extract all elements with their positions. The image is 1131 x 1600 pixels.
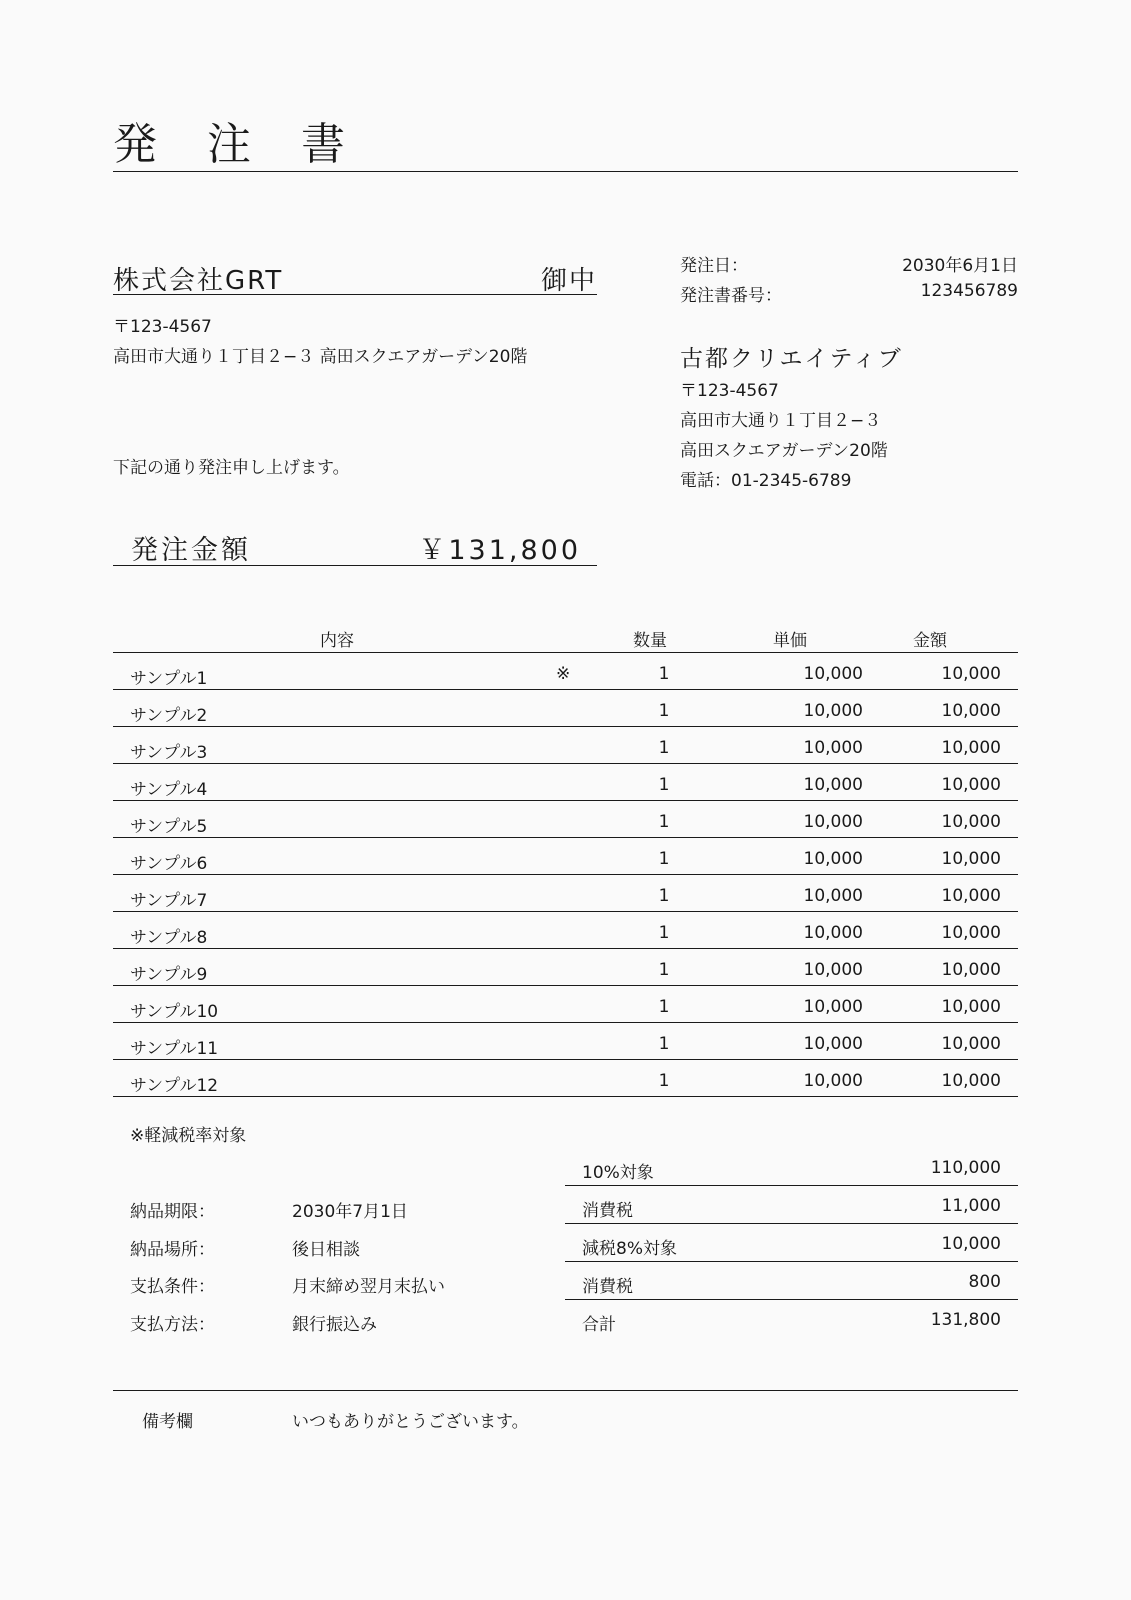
item-unit-price: 10,000 xyxy=(803,1034,863,1054)
item-quantity: 1 xyxy=(658,775,670,795)
summary-label: 減税8%対象 xyxy=(582,1239,677,1259)
terms-value: 後日相談 xyxy=(292,1240,360,1260)
item-unit-price: 10,000 xyxy=(803,738,863,758)
item-quantity: 1 xyxy=(658,738,670,758)
summary-label: 消費税 xyxy=(582,1201,633,1221)
summary-value: 800 xyxy=(968,1272,1001,1292)
summary-label: 10%対象 xyxy=(582,1163,654,1183)
order-amount-block xyxy=(113,525,597,566)
table-row xyxy=(113,1023,1018,1060)
item-quantity: 1 xyxy=(658,664,670,684)
table-row xyxy=(113,653,1018,690)
recipient-address: 高田市大通り１丁目２−３ 高田スクエアガーデン20階 xyxy=(113,347,528,367)
order-date-row xyxy=(680,251,1018,275)
item-unit-price: 10,000 xyxy=(803,923,863,943)
item-amount: 10,000 xyxy=(941,775,1001,795)
terms-label: 納品場所： xyxy=(130,1240,215,1260)
item-unit-price: 10,000 xyxy=(803,849,863,869)
item-quantity: 1 xyxy=(658,886,670,906)
item-name: サンプル3 xyxy=(130,743,208,763)
item-name: サンプル2 xyxy=(130,706,208,726)
item-name: サンプル6 xyxy=(130,854,208,874)
table-row xyxy=(113,1060,1018,1097)
summary-total-label: 合計 xyxy=(582,1315,616,1335)
reduced-tax-note: ※軽減税率対象 xyxy=(130,1126,247,1146)
item-unit-price: 10,000 xyxy=(803,1071,863,1091)
item-quantity: 1 xyxy=(658,1071,670,1091)
item-amount: 10,000 xyxy=(941,960,1001,980)
item-amount: 10,000 xyxy=(941,997,1001,1017)
table-row xyxy=(113,727,1018,764)
item-amount: 10,000 xyxy=(941,1071,1001,1091)
item-unit-price: 10,000 xyxy=(803,997,863,1017)
sender-name: 古都クリエイティブ xyxy=(680,346,903,372)
item-amount: 10,000 xyxy=(941,701,1001,721)
recipient-name: 株式会社GRT xyxy=(113,266,284,296)
item-amount: 10,000 xyxy=(941,886,1001,906)
order-date-value: 2030年6月1日 xyxy=(902,256,1018,276)
terms-label: 納品期限： xyxy=(130,1202,215,1222)
item-name: サンプル4 xyxy=(130,780,208,800)
item-name: サンプル12 xyxy=(130,1076,219,1096)
order-number-value: 123456789 xyxy=(920,281,1018,301)
terms-value: 銀行振込み xyxy=(292,1315,377,1335)
order-number-label: 発注書番号： xyxy=(680,286,782,306)
table-row xyxy=(113,690,1018,727)
sender-postal: 〒123-4567 xyxy=(680,381,779,401)
item-amount: 10,000 xyxy=(941,1034,1001,1054)
item-name: サンプル10 xyxy=(130,1002,219,1022)
remarks-label: 備考欄 xyxy=(142,1412,193,1432)
item-quantity: 1 xyxy=(658,923,670,943)
terms-value: 月末締め翌月末払い xyxy=(292,1277,445,1297)
item-name: サンプル5 xyxy=(130,817,208,837)
sender-address-line1: 高田市大通り１丁目２−３ xyxy=(680,411,882,431)
terms-value: 2030年7月1日 xyxy=(292,1202,408,1222)
table-row xyxy=(113,949,1018,986)
header-unit-price: 単価 xyxy=(773,631,807,651)
table-row xyxy=(113,801,1018,838)
summary-value: 10,000 xyxy=(941,1234,1001,1254)
item-quantity: 1 xyxy=(658,960,670,980)
document-title: 発 注 書 xyxy=(113,119,363,170)
item-unit-price: 10,000 xyxy=(803,775,863,795)
item-quantity: 1 xyxy=(658,1034,670,1054)
item-name: サンプル9 xyxy=(130,965,208,985)
items-table-header xyxy=(113,626,1018,653)
order-number-row xyxy=(680,281,1018,305)
item-unit-price: 10,000 xyxy=(803,701,863,721)
summary-value: 11,000 xyxy=(941,1196,1001,1216)
item-amount: 10,000 xyxy=(941,664,1001,684)
summary-row xyxy=(565,1224,1018,1262)
header-amount: 金額 xyxy=(913,631,947,651)
item-amount: 10,000 xyxy=(941,738,1001,758)
item-quantity: 1 xyxy=(658,849,670,869)
item-name: サンプル11 xyxy=(130,1039,219,1059)
item-quantity: 1 xyxy=(658,997,670,1017)
item-name: サンプル1 xyxy=(130,669,208,689)
order-date-label: 発注日： xyxy=(680,256,748,276)
item-name: サンプル7 xyxy=(130,891,208,911)
summary-total-value: 131,800 xyxy=(930,1310,1001,1330)
summary-label: 消費税 xyxy=(582,1277,633,1297)
item-unit-price: 10,000 xyxy=(803,960,863,980)
summary-row xyxy=(565,1186,1018,1224)
recipient-postal: 〒123-4567 xyxy=(113,317,212,337)
table-row xyxy=(113,764,1018,801)
header-quantity: 数量 xyxy=(633,631,667,651)
items-table-body xyxy=(113,653,1018,1097)
header-content: 内容 xyxy=(320,631,354,651)
summary-value: 110,000 xyxy=(930,1158,1001,1178)
order-amount-value: ￥131,800 xyxy=(418,535,581,566)
reduced-tax-mark: ※ xyxy=(556,664,571,684)
table-row xyxy=(113,912,1018,949)
item-unit-price: 10,000 xyxy=(803,664,863,684)
remarks-value: いつもありがとうございます。 xyxy=(292,1412,529,1432)
item-unit-price: 10,000 xyxy=(803,812,863,832)
sender-address-line2: 高田スクエアガーデン20階 xyxy=(680,441,888,461)
table-row xyxy=(113,986,1018,1023)
summary-row xyxy=(565,1148,1018,1186)
summary-row xyxy=(565,1262,1018,1300)
intro-text: 下記の通り発注申し上げます。 xyxy=(113,458,350,478)
items-table xyxy=(113,626,1018,1097)
table-row xyxy=(113,838,1018,875)
item-quantity: 1 xyxy=(658,812,670,832)
title-divider xyxy=(113,171,1018,172)
terms-label: 支払条件： xyxy=(130,1277,215,1297)
terms-label: 支払方法： xyxy=(130,1315,215,1335)
table-row xyxy=(113,875,1018,912)
item-quantity: 1 xyxy=(658,701,670,721)
remarks-divider xyxy=(113,1390,1018,1391)
item-amount: 10,000 xyxy=(941,923,1001,943)
sender-phone: 電話：01-2345-6789 xyxy=(680,471,852,491)
recipient-honorific: 御中 xyxy=(540,266,597,296)
item-amount: 10,000 xyxy=(941,849,1001,869)
order-amount-label: 発注金額 xyxy=(131,535,251,566)
recipient-block xyxy=(113,256,597,295)
summary-table xyxy=(565,1148,1018,1337)
summary-total-row xyxy=(565,1300,1018,1337)
item-name: サンプル8 xyxy=(130,928,208,948)
item-unit-price: 10,000 xyxy=(803,886,863,906)
item-amount: 10,000 xyxy=(941,812,1001,832)
